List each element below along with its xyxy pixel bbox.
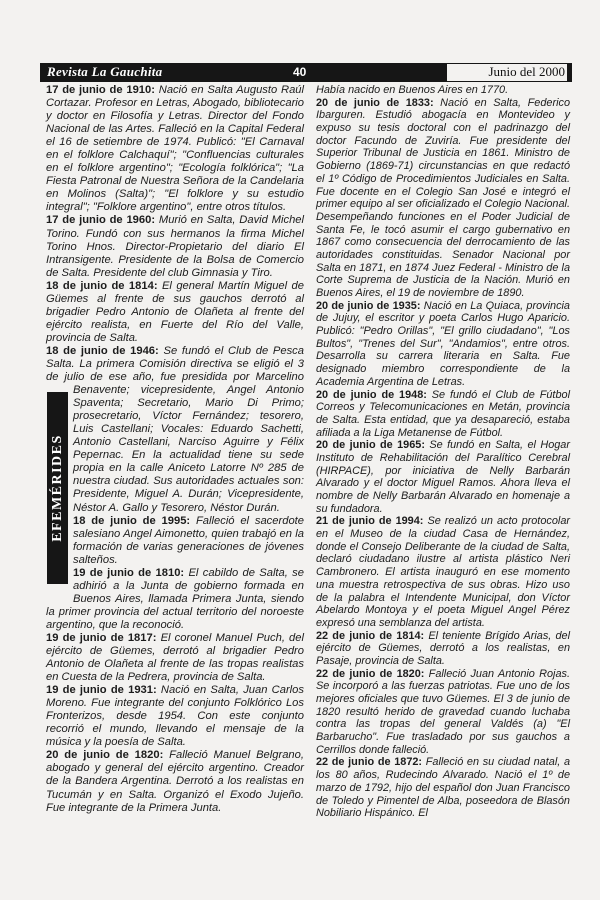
entry-text: Falleció Juan Antonio Rojas. Se incorporó a las fuerzas patriotas. Fue uno de los mejores oficiales que tuvo Güemes. El 3 de junio de 1820 resultó herido de gravedad cuando luchaba contra las tropas del general Valdés (a) "El Barbarucho". Fue trasladado por sus gauchos a Cerrillos donde falleció. [316,667,570,756]
entry-date: 18 de junio de 1814: [46,279,158,292]
magazine-title: Revista La Gauchita [47,64,163,79]
ephemeris-entry [46,345,304,515]
entry-text: Se fundó el Club de Fútbol Correos y Telecomunicaciones en Metán, provincia de Salta. Esta entidad, que ya desapareció, estaba afiliada a la Liga Metanense de Fútbol. [316,388,570,439]
ephemeris-entry [46,84,304,214]
ephemeris-entry [316,756,570,819]
ephemeris-entry [46,515,304,567]
entry-text: Murió en Salta, David Michel Torino. Fundó con sus hermanos la firma Michel Torino Hnos. Director-Propietario del diario El Intransigente. Presidente de la Bolsa de Comercio de Salta. Presidente del club Gimnasia y Tiro. [46,214,305,279]
entry-date: 22 de junio de 1820: [316,667,425,680]
entry-date: 22 de junio de 1872: [316,756,423,769]
entry-date: 21 de junio de 1994: [316,515,424,528]
entry-text: Nació en Salta, Federico Ibarguren. Estudió abogacía en Montevideo y expuso su tesis doctoral con el padrinazgo del doctor Facundo de Zuviría. Fue presidente del Superior Tribunal de Justicia en 1861. Ministro de Gobierno (1869-71) circunstancias en que redactó el 1º Código de Procedimientos Judiciales en Salta. Fue docente en el Colegio San José e integró el primer equipo al ser oficializado el Colegio Nacional. Desempeñando funciones en el Poder Judicial de Santa Fe, le tocó asumir el cargo gubernativo en 1867 como consecuencia del derrocamiento de las autoridades constituidas. Senador Nacional por Salta en 1871, en 1874 Juez Federal - Ministro de la Corte Suprema de Justicia de la Nación. Murió en Buenos Aires, el 19 de noviembre de 1890. [316,96,570,299]
entry-date: 19 de junio de 1931: [46,684,157,697]
ephemeris-entry [316,300,570,389]
ephemeris-entry [46,214,304,279]
entry-text: El coronel Manuel Puch, del ejército de Güemes, derrotó al brigadier Pedro Antonio de Olañeta al frente de las tropas realistas en Cuesta de la Pedrera, provincia de Salta. [46,631,304,684]
entry-text: Se fundó el Club de Pesca Salta. La primera Comisión directiva se eligió el 3 de julio de ese año, fue presidida por Marcelino Benavente; vicepresidente, Angel Antonio Spaventa; Secretario, Mario Di Primo; prosecretario, Víctor Fernández; tesorero, Luis Castellani; Vocales: Eduardo Sachetti, Antonio Castellani, Narciso Aguirre y Félix Pepernac. En la actualidad tiene su sede propia en la calle Aniceto Latorre Nº 285 de nuestra ciudad. Sus autoridades actuales son: Presidente, Miguel A. Durán; Vicepresidente, Néstor A. Gallo y Tesorero, Néstor Durán. [46,344,304,514]
entry-text: Falleció Manuel Belgrano, abogado y general del ejército argentino. Creador de la Bandera Argentina. Derrotó a los realistas en Tucumán y en Salta. Organizó el Exodo Jujeño. Fue integrante de la Primera Junta. [46,749,304,814]
ephemeris-entry [46,567,304,632]
entry-date: 22 de junio de 1814: [316,629,425,642]
entry-date: 18 de junio de 1946: [46,344,159,357]
entry-text: Se realizó un acto protocolar en el Museo de la ciudad Casa de Hernández, donde el Consejo Deliberante de la ciudad de Salta, declaró ciudadano ilustre al artista plástico Neri Cambronero. El artista inauguró en ese momento una muestra retrospectiva de sus obras. Hizo uso de la palabra el Intendente Municipal, don Víctor Abelardo Montoya y el poeta Miguel Angel Pérez expresó una semblanza del artista. [316,515,571,629]
ephemeris-entry [316,97,570,300]
entry-date: 20 de junio de 1935: [316,299,421,312]
entry-date: 19 de junio de 1817: [46,631,157,644]
page-number: 40 [293,65,307,79]
left-column [46,84,304,815]
right-column [316,84,570,820]
ephemeris-entry [46,684,304,749]
entry-date: 20 de junio de 1948: [316,388,427,401]
ephemeris-entry [316,389,570,440]
section-label-text: EFEMÉRIDES [49,434,65,542]
ephemeris-entry [316,439,570,515]
ephemeris-entry [316,515,570,629]
entry-text: Falleció el sacerdote salesiano Angel Aimonetto, quien trabajó en la formación de varias generaciones de jóvenes salteños. [73,514,304,566]
entry-text: Nació en Salta Augusto Raúl Cortazar. Profesor en Letras, Abogado, bibliotecario y doctor en Filosofía y Letras. Director del Fondo Nacional de las Artes. Falleció en la Capital Federal el 16 de setiembre de 1974. Publicó: "El Carnaval en el folklore Calchaquí"; "Confluencias culturales en el folklore argentino"; "Ecología folklórica"; "La Fiesta Patronal de Nuestra Señora de la Candelaria en Molinos (Salta)"; "El folklore y su estudio integral"; "Folklore argentino", entre otros títulos. [46,84,304,214]
entry-date: 19 de junio de 1810: [73,566,185,579]
entry-text: El general Martín Miguel de Güemes al frente de sus gauchos derrotó al brigadier Pedro Antonio de Olañeta al frente del ejército realista, en Fuerte del Río del Valle, provincia de Salta. [46,279,304,344]
entry-text: El cabildo de Salta, se adhirió a la Junta de gobierno formada en Buenos Aires, llamada Primera Junta, siendo la primer provincia del actual territorio del noroeste argentino, que la reconoció. [46,566,304,631]
entry-text: El teniente Brígido Arias, del ejército de Güemes, derrotó a los realistas, en Pasaje, provincia de Salta. [316,629,571,667]
entry-date: 20 de junio de 1820: [46,749,164,762]
ephemeris-entry [316,84,570,97]
page-header [40,63,572,82]
entry-text: Se fundó en Salta, el Hogar Instituto de Rehabilitación del Paralítico Cerebral (HIRPACE), por iniciativa de Nelly Barbarán Alvarado y el doctor Miguel Ramos. Ahora lleva el nombre de Nelly Barbarán Alvarado en homenaje a su fundadora. [316,439,570,515]
entry-text: Nació en Salta, Juan Carlos Moreno. Fue integrante del conjunto Folklórico Los Fronterizos, desde 1954. Con este conjunto recorrió el mundo, llevando el mensaje de la música y la poesía de Salta. [46,684,304,749]
entry-date: 17 de junio de 1910: [46,84,155,96]
entry-date: 20 de junio de 1833: [316,96,434,109]
entry-date: 17 de junio de 1960: [46,214,156,227]
entry-date: 18 de junio de 1995: [73,514,191,527]
entry-text: Había nacido en Buenos Aires en 1770. [316,84,509,96]
entry-text: Nació en La Quiaca, provincia de Jujuy, el escritor y poeta Carlos Hugo Aparicio. Publicó: "Pedro Orillas", "El grillo ciudadano", "Los Bultos", "Trenes del Sur", "Andamios", entre otros. Desarrolla su carrera literaria en Salta. Fue designado miembro correspondiente de la Academia Argentina de Letras. [316,299,570,388]
issue-date: Junio del 2000 [447,64,567,81]
ephemeris-entry [46,749,304,814]
ephemeris-entry [316,630,570,668]
ephemeris-entry [316,668,570,757]
ephemeris-entry [46,280,304,345]
ephemeris-entry [46,632,304,684]
entry-text: Falleció en su ciudad natal, a los 80 años, Rudecindo Alvarado. Nació el 1º de marzo de 1792, hijo del español don Juan Francisco de Toledo y Pimentel de Alba, poseedora de Blasón Nobiliario Hispánico. El [316,756,570,820]
entry-date: 20 de junio de 1965: [316,439,425,452]
